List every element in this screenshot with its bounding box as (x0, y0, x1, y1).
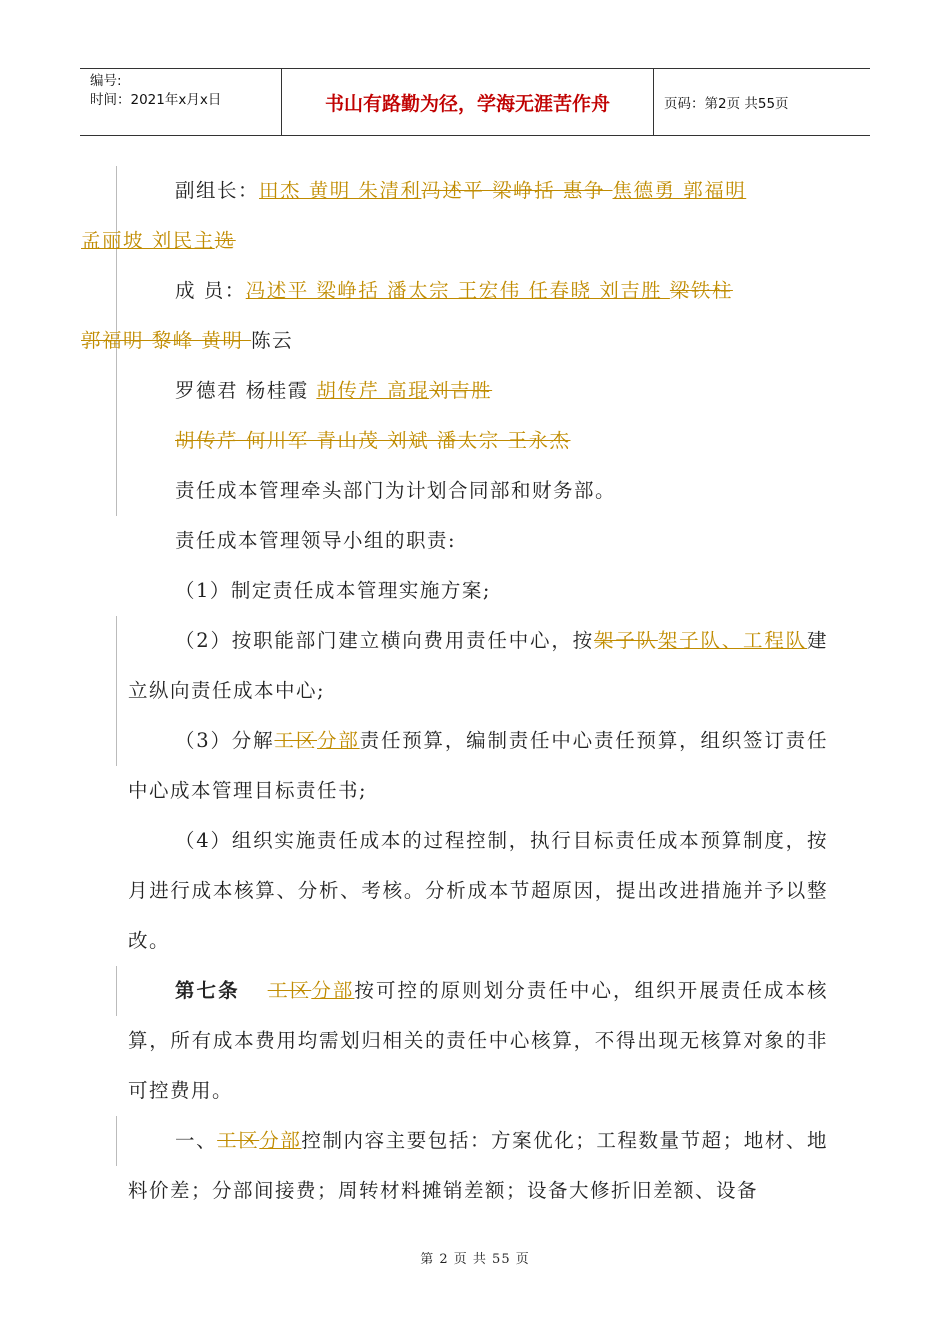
paragraph-duty-1: （1）制定责任成本管理实施方案; (175, 579, 491, 602)
header-page-code: 页码：第2页 共55页 (664, 96, 789, 112)
control-content-text: 控制内容主要包括：方案优化；工程数量节超；地材、地料价差；分部间接费；周转材料摊销差额；设备大修折旧差额、设备 (128, 1129, 828, 1202)
deleted-text: 冯述平 梁峥括 惠争 (421, 179, 613, 202)
inserted-text: 冯述平 梁峥括 潘太宗 王宏伟 任春晓 刘吉胜 (245, 279, 670, 302)
deleted-text: 选 (214, 229, 236, 252)
deleted-text: 郭福明 黎峰 黄明 (81, 329, 252, 352)
member-names: 罗德君 杨桂霞 (175, 379, 317, 402)
deleted-text: 工区 (267, 979, 312, 1002)
paragraph-article-7 (128, 966, 828, 1116)
paragraph-duties-heading: 责任成本管理领导小组的职责: (175, 529, 457, 552)
deleted-text: 胡传芹 何川军 青山茂 刘斌 潘太宗 王永杰 (175, 429, 571, 452)
paragraph-duty-2 (128, 616, 828, 716)
paragraph-members (81, 266, 828, 366)
duty-3-text-end: 责任预算，编制责任中心责任预算，组织签订责任中心成本管理目标责任书; (128, 729, 828, 802)
paragraph-duty-3 (128, 716, 828, 816)
item-number: 一、 (175, 1129, 218, 1152)
deleted-text: 刘吉胜 (429, 379, 493, 402)
paragraph-deleted-members (128, 416, 828, 466)
inserted-text: 焦德勇 郭福明 (612, 179, 747, 202)
doc-number-label: 编号: (90, 73, 122, 89)
deleted-text: 架子队 (593, 629, 658, 652)
inserted-text: 胡传芹 高琨 (316, 379, 430, 402)
article-number: 第七条 (175, 979, 240, 1002)
paragraph-vice-leaders (81, 166, 828, 266)
revision-bar (116, 1116, 117, 1166)
time-label: 时间：2021年x月x日 (90, 92, 222, 108)
duty-2-text-end: 建立纵向责任成本中心; (128, 629, 828, 702)
duty-2-text: （2）按职能部门建立横向费用责任中心，按 (175, 629, 594, 652)
article-7-text: 按可控的原则划分责任中心，组织开展责任成本核算，所有成本费用均需划归相关的责任中心核算，不得出现无核算对象的非可控费用。 (128, 979, 828, 1102)
inserted-text: 田杰 黄明 朱清利 (259, 179, 422, 202)
inserted-text: 分部 (317, 729, 360, 752)
revision-bar (116, 716, 117, 766)
paragraph-members-cont (128, 366, 828, 416)
deleted-text: 工区 (217, 1129, 260, 1152)
header-meta (80, 69, 282, 135)
inserted-text: 分部 (259, 1129, 302, 1152)
inserted-text: 分部 (311, 979, 355, 1002)
paragraph-control-content (128, 1116, 828, 1216)
deleted-text: 工区 (274, 729, 318, 752)
inserted-text: 架子队、工程队 (657, 629, 807, 652)
revision-bar (116, 616, 117, 716)
paragraph-lead-department: 责任成本管理牵头部门为计划合同部和财务部。 (175, 479, 617, 502)
header-motto: 书山有路勤为径，学海无涯苦作舟 (282, 69, 654, 135)
label-members: 成 员： (175, 279, 246, 302)
member-name: 陈云 (251, 329, 294, 352)
document-body (81, 166, 828, 1216)
paragraph-duty-4: （4）组织实施责任成本的过程控制，执行目标责任成本预算制度，按月进行成本核算、分析、考核。分析成本节超原因，提出改进措施并予以整改。 (128, 829, 828, 952)
label-vice-leader: 副组长： (175, 179, 260, 202)
revision-bar (116, 966, 117, 1016)
inserted-text: 孟丽坡 刘民主 (81, 229, 215, 252)
page-footer: 第 2 页 共 55 页 (420, 1252, 530, 1267)
page-header (80, 68, 870, 136)
duty-3-text: （3）分解 (175, 729, 275, 752)
deleted-text: 梁铁柱 (669, 279, 733, 302)
